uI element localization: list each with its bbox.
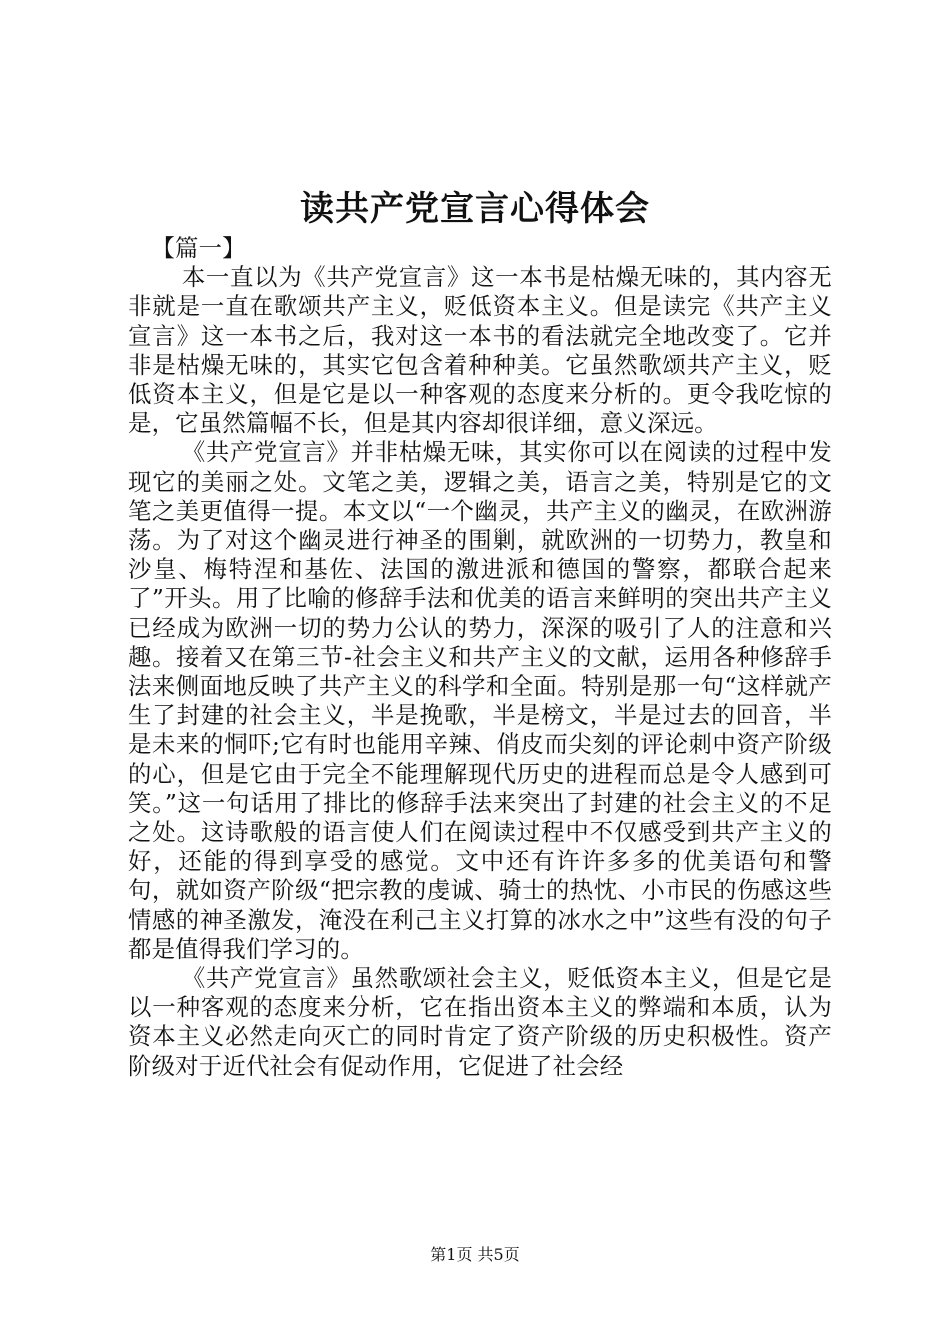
- paragraph-1: 本一直以为《共产党宣言》这一本书是枯燥无味的，其内容无非就是一直在歌颂共产主义，贬低资本主义。但是读完《共产主义宣言》这一本书之后，我对这一本书的看法就完全地改变了。它并非是枯燥无味的，其实它包含着种种美。它虽然歌颂共产主义，贬低资本主义，但是它是以一种客观的态度来分析的。更令我吃惊的是，它虽然篇幅不长，但是其内容却很详细，意义深远。: [128, 263, 832, 438]
- document-body: [128, 234, 832, 1081]
- page-footer: 第1页 共5页: [430, 1245, 520, 1264]
- paragraph-2: 《共产党宣言》并非枯燥无味，其实你可以在阅读的过程中发现它的美丽之处。文笔之美，逻辑之美，语言之美，特别是它的文笔之美更值得一提。本文以“一个幽灵，共产主义的幽灵，在欧洲游荡。为了对这个幽灵进行神圣的围剿，就欧洲的一切势力，教皇和沙皇、梅特涅和基佐、法国的激进派和德国的警察，都联合起来了”开头。用了比喻的修辞手法和优美的语言来鲜明的突出共产主义已经成为欧洲一切的势力公认的势力，深深的吸引了人的注意和兴趣。接着又在第三节-社会主义和共产主义的文献，运用各种修辞手法来侧面地反映了共产主义的科学和全面。特别是那一句“这样就产生了封建的社会主义，半是挽歌，半是榜文，半是过去的回音，半是未来的恫吓;它有时也能用辛辣、俏皮而尖刻的评论刺中资产阶级的心，但是它由于完全不能理解现代历史的进程而总是令人感到可笑。”这一句话用了排比的修辞手法来突出了封建的社会主义的不足之处。这诗歌般的语言使人们在阅读过程中不仅感受到共产主义的好，还能的得到享受的感觉。文中还有许许多多的优美语句和警句，就如资产阶级“把宗教的虔诚、骑士的热忱、小市民的伤感这些情感的神圣激发，淹没在利己主义打算的冰水之中”这些有没的句子都是值得我们学习的。: [128, 438, 832, 963]
- section-label: 【篇一】: [151, 234, 246, 262]
- paragraph-3: 《共产党宣言》虽然歌颂社会主义，贬低资本主义，但是它是以一种客观的态度来分析，它在指出资本主义的弊端和本质，认为资本主义必然走向灭亡的同时肯定了资产阶级的历史积极性。资产阶级对于近代社会有促动作用，它促进了社会经: [128, 964, 832, 1080]
- document-title: 读共产党宣言心得体会: [300, 189, 650, 229]
